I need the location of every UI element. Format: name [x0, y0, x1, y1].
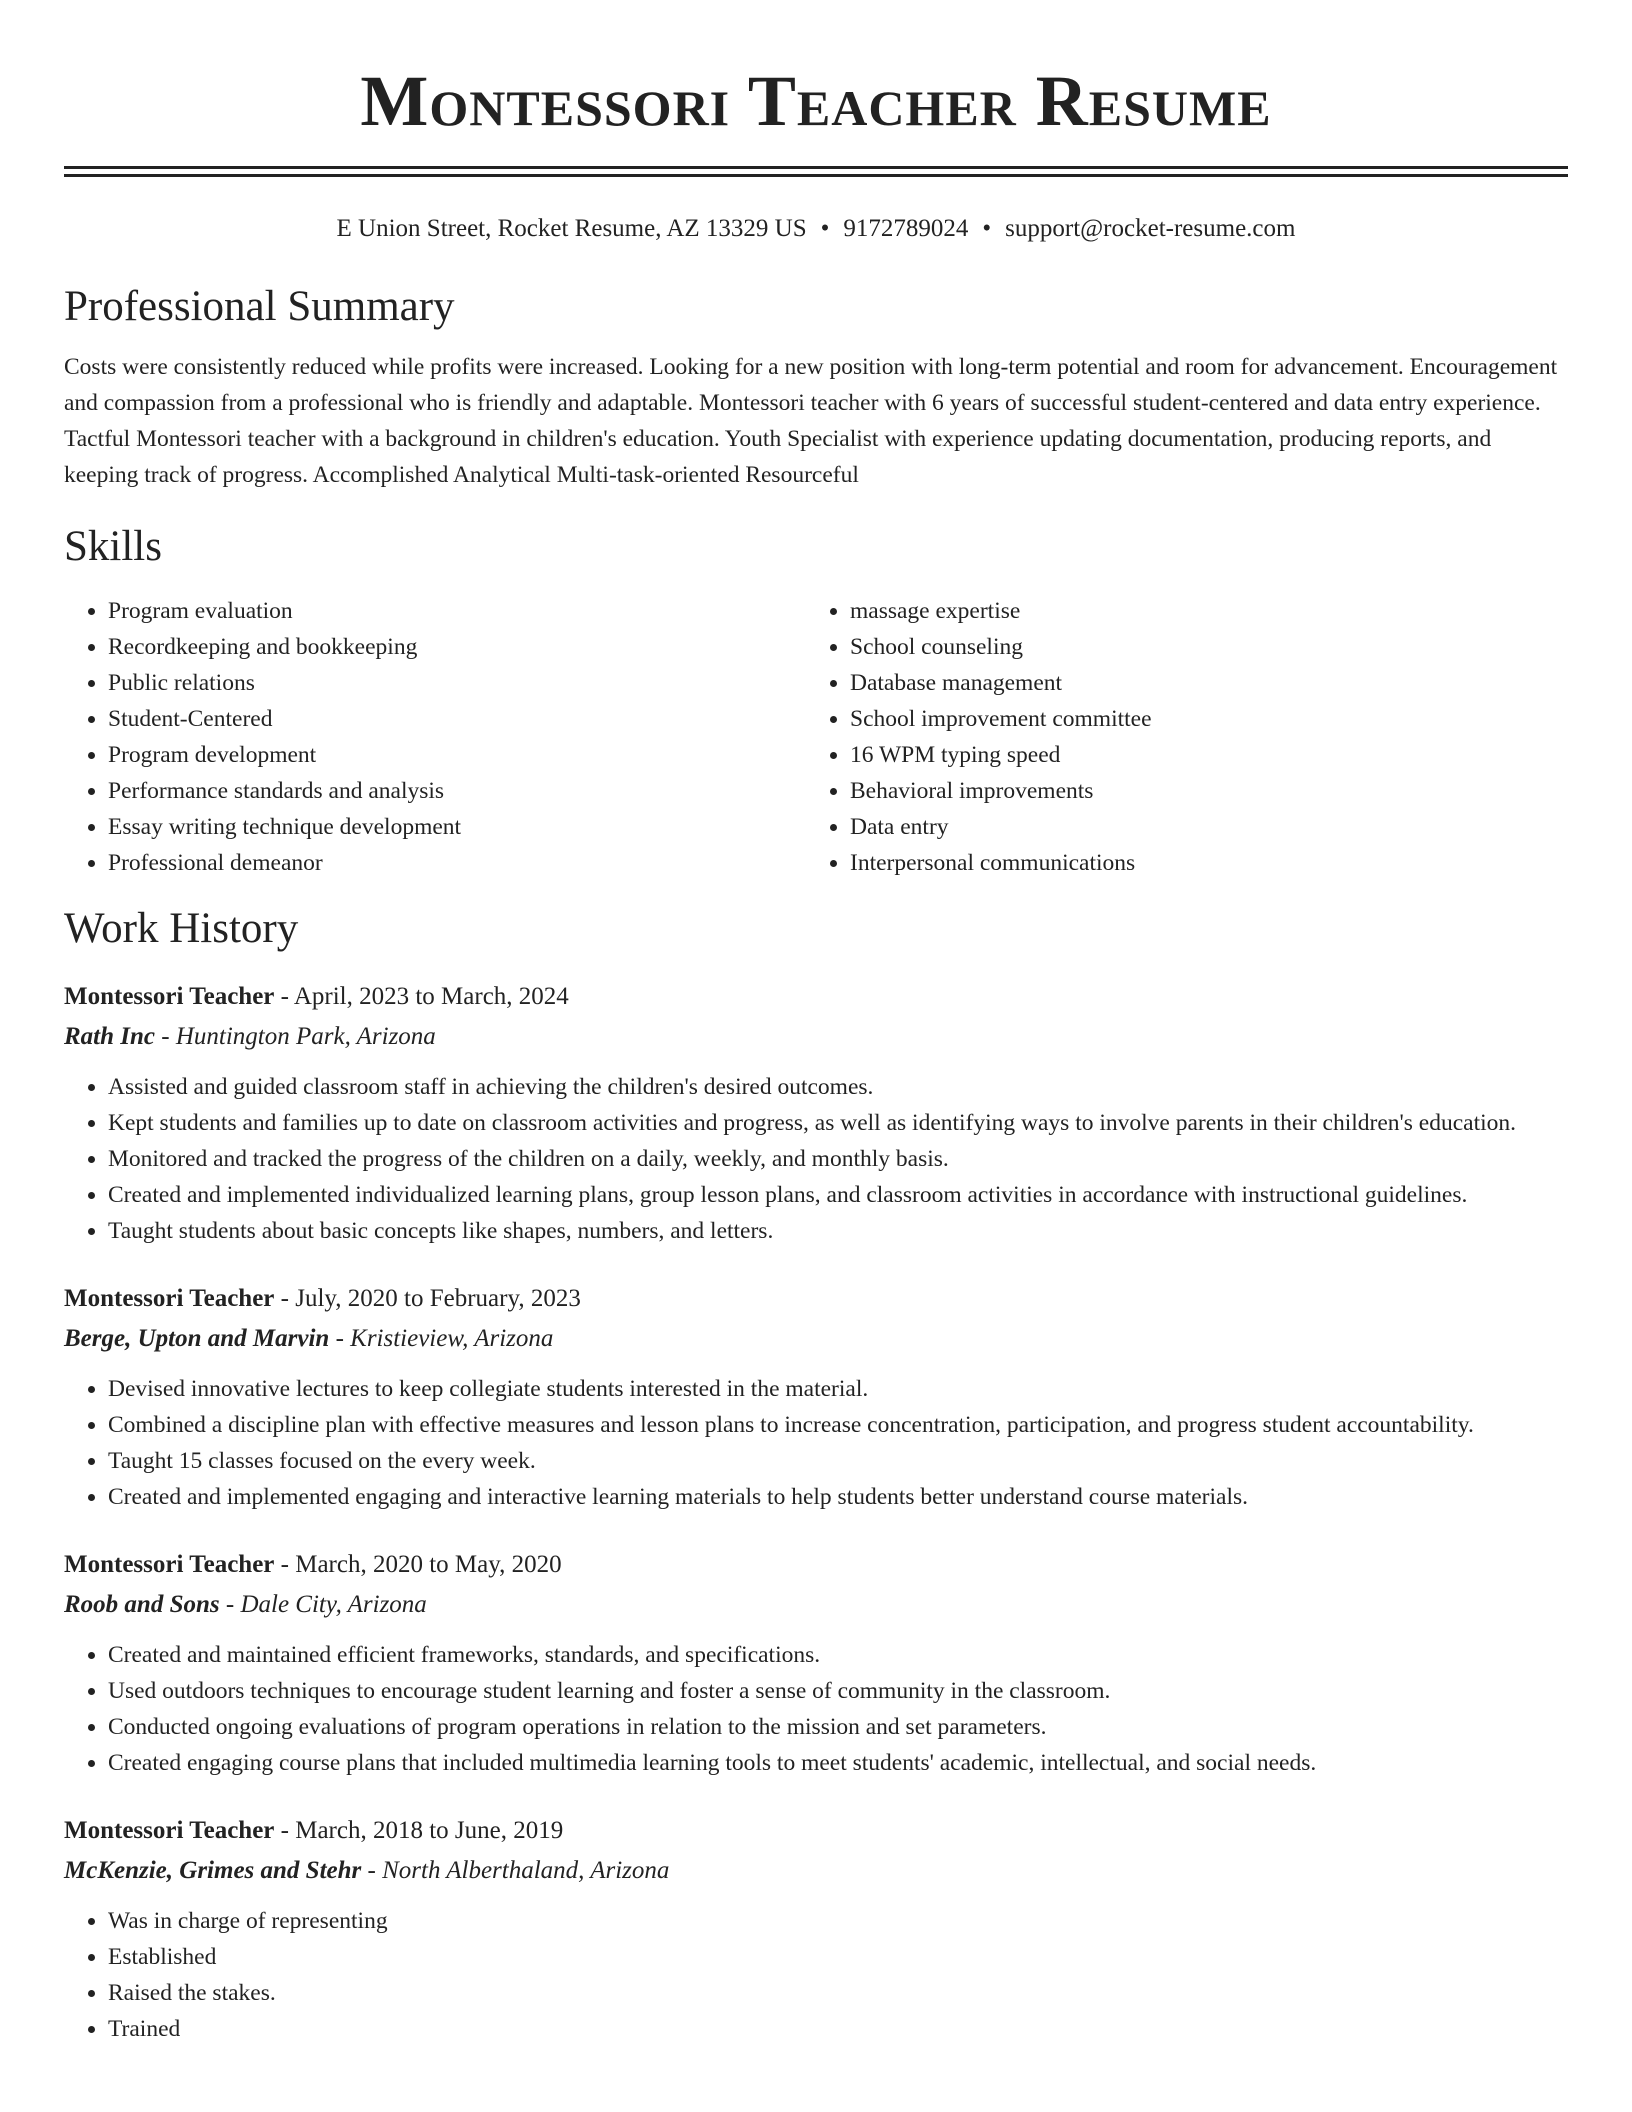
skill-item: • Student-Centered [108, 701, 806, 737]
job-bullet: • Created and maintained efficient frameworks, standards, and specifications. [108, 1637, 1568, 1673]
job-entry [64, 1545, 1568, 1781]
summary-text: Costs were consistently reduced while profits were increased. Looking for a new position with long-term potential and room for advancement. Encouragement and compassion from a professional who is friendly and adaptable. Montessori teacher with 6 years of successful student-centered and data entry experience. Tactful Montessori teacher with a background in children's education. Youth Specialist with experience updating documentation, producing reports, and keeping track of progress. Accomplished Analytical Multi-task-oriented Resourceful [64, 354, 1558, 488]
job-bullets [64, 1903, 1568, 2047]
job-bullets [64, 1371, 1568, 1515]
skill-item: • Public relations [108, 665, 806, 701]
job-dash: - [274, 983, 294, 1010]
job-location: Kristieview, Arizona [350, 1325, 554, 1352]
title-divider [64, 166, 1568, 177]
job-bullet: • Conducted ongoing evaluations of program operations in relation to the mission and set parameters. [108, 1709, 1568, 1745]
contact-email: support@rocket-resume.com [1005, 215, 1296, 242]
job-dash: - [329, 1325, 351, 1352]
skill-item: • Professional demeanor [108, 845, 806, 881]
job-dash: - [274, 1285, 296, 1312]
contact-address: E Union Street, Rocket Resume, AZ 13329 US [336, 215, 807, 242]
job-title-line [64, 977, 1568, 1017]
contact-separator: • [820, 215, 830, 242]
job-role: Montessori Teacher [64, 983, 275, 1010]
job-dates: March, 2018 to June, 2019 [295, 1817, 564, 1844]
resume-title: Montessori Teacher Resume [360, 61, 1272, 141]
job-dash: - [361, 1857, 383, 1884]
skill-item: • Program development [108, 737, 806, 773]
job-company-line [64, 1851, 1568, 1891]
job-company-line [64, 1017, 1568, 1057]
job-dash: - [219, 1591, 241, 1618]
contact-separator: • [982, 215, 992, 242]
job-company: Roob and Sons [64, 1591, 220, 1618]
skill-item: • School counseling [850, 629, 1548, 665]
summary-heading: Professional Summary [64, 283, 455, 330]
job-dash: - [274, 1817, 296, 1844]
job-entry [64, 977, 1568, 1249]
job-location: Huntington Park, Arizona [175, 1023, 436, 1050]
job-dates: March, 2020 to May, 2020 [295, 1551, 562, 1578]
job-bullet: • Was in charge of representing [108, 1903, 1568, 1939]
job-role: Montessori Teacher [64, 1817, 275, 1844]
skills-grid [64, 593, 1568, 881]
job-title-line [64, 1279, 1568, 1319]
job-entry [64, 1279, 1568, 1515]
job-bullet: • Used outdoors techniques to encourage student learning and foster a sense of community in the classroom. [108, 1673, 1568, 1709]
job-company-line [64, 1585, 1568, 1625]
job-bullet: • Taught 15 classes focused on the every week. [108, 1443, 1568, 1479]
contact-phone: 9172789024 [843, 215, 969, 242]
job-bullet: • Combined a discipline plan with effective measures and lesson plans to increase concentration, participation, and progress student accountability. [108, 1407, 1568, 1443]
job-role: Montessori Teacher [64, 1551, 275, 1578]
skill-item: • Performance standards and analysis [108, 773, 806, 809]
job-role: Montessori Teacher [64, 1285, 275, 1312]
job-bullets [64, 1637, 1568, 1781]
skills-heading: Skills [64, 523, 162, 570]
job-bullet: • Kept students and families up to date on classroom activities and progress, as well as identifying ways to involve parents in their children's education. [108, 1105, 1568, 1141]
job-location: Dale City, Arizona [240, 1591, 427, 1618]
skill-item: • Interpersonal communications [850, 845, 1548, 881]
work-history-heading: Work History [64, 905, 299, 952]
job-company: Rath Inc [64, 1023, 156, 1050]
job-bullet: • Created engaging course plans that included multimedia learning tools to meet students' academic, intellectual, and social needs. [108, 1745, 1568, 1781]
job-bullet: • Trained [108, 2011, 1568, 2047]
job-bullet: • Assisted and guided classroom staff in achieving the children's desired outcomes. [108, 1069, 1568, 1105]
skill-item: • Data entry [850, 809, 1548, 845]
job-bullets [64, 1069, 1568, 1249]
job-company: McKenzie, Grimes and Stehr [64, 1857, 362, 1884]
job-company-line [64, 1319, 1568, 1359]
job-dates: July, 2020 to February, 2023 [295, 1285, 581, 1312]
job-dates: April, 2023 to March, 2024 [293, 983, 569, 1010]
job-bullet: • Monitored and tracked the progress of the children on a daily, weekly, and monthly basis. [108, 1141, 1568, 1177]
job-location: North Alberthaland, Arizona [382, 1857, 670, 1884]
job-bullet: • Devised innovative lectures to keep collegiate students interested in the material. [108, 1371, 1568, 1407]
job-company: Berge, Upton and Marvin [64, 1325, 330, 1352]
job-title-line [64, 1545, 1568, 1585]
job-dash: - [274, 1551, 296, 1578]
job-bullet: • Raised the stakes. [108, 1975, 1568, 2011]
job-bullet: • Taught students about basic concepts like shapes, numbers, and letters. [108, 1213, 1568, 1249]
job-bullet: • Established [108, 1939, 1568, 1975]
skill-item: • School improvement committee [850, 701, 1548, 737]
contact-line [64, 213, 1568, 245]
skill-item: • Recordkeeping and bookkeeping [108, 629, 806, 665]
skill-item: • Essay writing technique development [108, 809, 806, 845]
skill-item: • 16 WPM typing speed [850, 737, 1548, 773]
job-title-line [64, 1811, 1568, 1851]
skills-list-right [806, 593, 1548, 881]
job-entry [64, 1811, 1568, 2047]
skill-item: • Behavioral improvements [850, 773, 1548, 809]
job-dash: - [155, 1023, 176, 1050]
skill-item: • massage expertise [850, 593, 1548, 629]
skill-item: • Database management [850, 665, 1548, 701]
skills-list-left [64, 593, 806, 881]
skill-item: • Program evaluation [108, 593, 806, 629]
job-bullet: • Created and implemented individualized learning plans, group lesson plans, and classroom activities in accordance with instructional guidelines. [108, 1177, 1568, 1213]
job-bullet: • Created and implemented engaging and interactive learning materials to help students better understand course materials. [108, 1479, 1568, 1515]
